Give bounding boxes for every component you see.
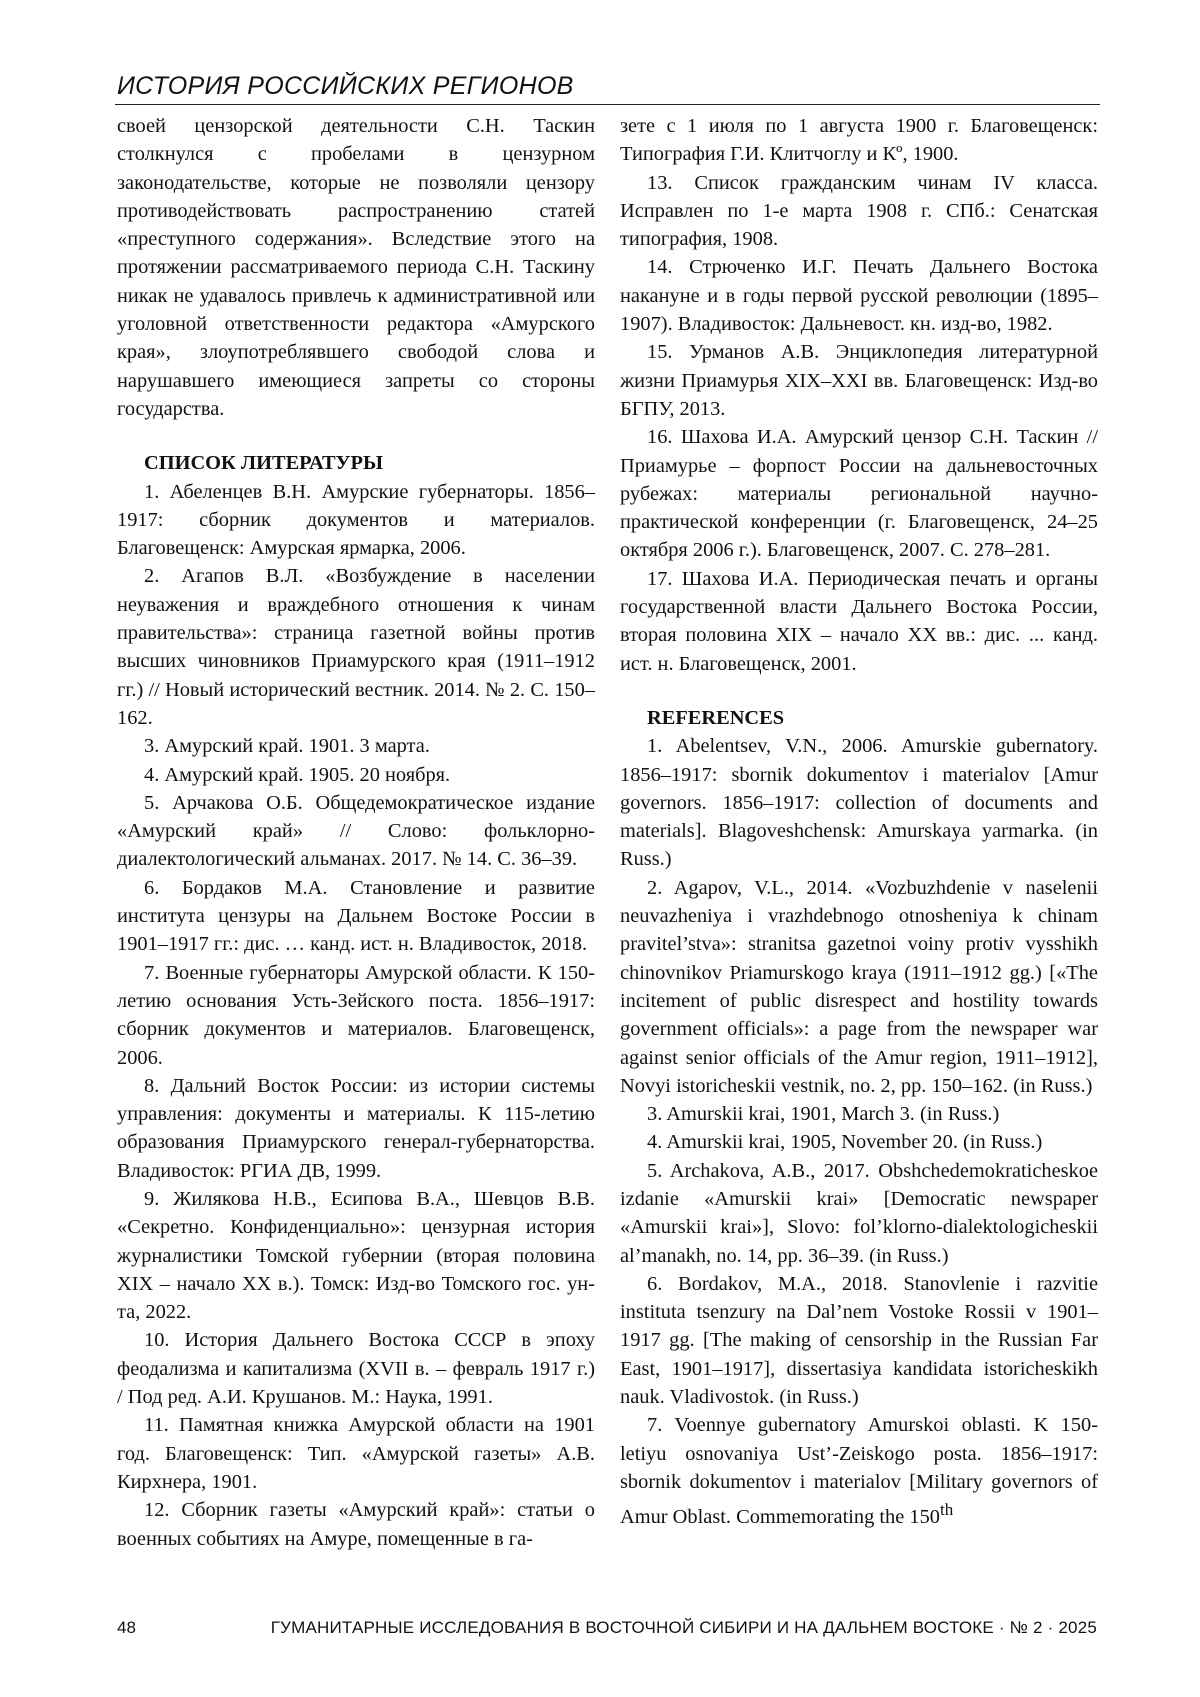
right-column (620, 112, 1098, 1531)
bib-entry-1: 1. Абеленцев В.Н. Амурские губернаторы. 1856–1917: сборник документов и материалов. Благовещенск: Амурская ярмарка, 2006. (117, 480, 595, 560)
ref-entry-2: 2. Agapov, V.L., 2014. «Vozbuzhdenie v naselenii neuvazheniya i vrazhdebnogo otnosheniya k chinam pravitel’stva»: stranitsa gazetnoi voiny protiv vysshikh chinovnikov Priamurskogo kraya (1911–1912 gg.) [«The incitement of public disrespect and hostility towards government officials»: a page from the newspaper war against senior officials of the Amur region, 1911–1912], Novyi istoricheskii vestnik, no. 2, pp. 150–162. (in Russ.) (620, 876, 1098, 1097)
ref-entry-6: 6. Bordakov, M.A., 2018. Stanovlenie i razvitie instituta tsenzury na Dal’nem Vostoke Rossii v 1901–1917 gg. [The making of censorship in the Russian Far East, 1901–1917], dissertasiya kandidata istoricheskikh nauk. Vladivostok. (in Russ.) (620, 1272, 1098, 1409)
bib-entry-10: 10. История Дальнего Востока СССР в эпоху феодализма и капитализма (XVII в. – февраль 1917 г.) / Под ред. А.И. Крушанов. М.: Наука, 1991. (117, 1329, 595, 1409)
running-head: ИСТОРИЯ РОССИЙСКИХ РЕГИОНОВ (117, 72, 574, 100)
bib-entry-6: 6. Бордаков М.А. Становление и развитие института цензуры на Дальнем Востоке России в 1901–1917 гг.: дис. … канд. ист. н. Владивосток, 2018. (117, 876, 595, 956)
bib-entry-2: 2. Агапов В.Л. «Возбуждение в населении неуважения и враждебного отношения к чинам правительства»: страница газетной войны против высших чиновников Приамурского края (1911–1912 гг.) // Новый исторический вестник. 2014. № 2. С. 150–162. (117, 565, 595, 729)
bib-entry-11: 11. Памятная книжка Амурской области на 1901 год. Благовещенск: Тип. «Амурской газеты» А.В. Кирхнера, 1901. (117, 1414, 595, 1493)
bib-entry-4: 4. Амурский край. 1905. 20 ноября. (144, 763, 451, 786)
bib-entry-8: 8. Дальний Восток России: из истории системы управления: документы и материалы. К 115-летию образования Приамурского генерал-губернаторства. Владивосток: РГИА ДВ, 1999. (117, 1074, 595, 1182)
intro-paragraph: своей цензорской деятельности С.Н. Таскин столкнулся с пробелами в цензурном законодательстве, которые не позволяли цензору противодействовать распространению статей «преступного содержания». Вследствие этого на протяжении рассматриваемого периода С.Н. Таскину никак не удавалось привлечь к административной или уголовной ответственности редактора «Амурского края», злоупотреблявшего свободой слова и нарушавшего имеющиеся запреты со стороны государства. (117, 115, 595, 420)
ref-entry-3: 3. Amurskii krai, 1901, March 3. (in Russ.) (647, 1103, 1000, 1126)
bib-entry-17: 17. Шахова И.А. Периодическая печать и органы государственной власти Дальнего Востока России, вторая половина XIX – начало XX вв.: дис. ... канд. ист. н. Благовещенск, 2001. (620, 567, 1098, 675)
left-column (117, 112, 595, 1553)
bib-entry-15: 15. Урманов А.В. Энциклопедия литературной жизни Приамурья XIX–XXI вв. Благовещенск: Изд-во БГПУ, 2013. (620, 341, 1098, 420)
bib-entry-7: 7. Военные губернаторы Амурской области. К 150-летию основания Усть-Зейского поста. 1856–1917: сборник документов и материалов. Благовещенск, 2006. (117, 961, 595, 1069)
bib-entry-13: 13. Список гражданским чинам IV класса. Исправлен по 1-е марта 1908 г. СПб.: Сенатская типография, 1908. (620, 171, 1098, 251)
ref-entry-4: 4. Amurskii krai, 1905, November 20. (in Russ.) (647, 1131, 1043, 1154)
bib-entry-9: 9. Жилякова Н.В., Есипова В.А., Шевцов В.В. «Секретно. Конфиденциально»: цензурная история журналистики Томской губернии (вторая половина XIX – начало XX в.). Томск: Изд-во Томского гос. ун-та, 2022. (117, 1187, 595, 1324)
header-rule (115, 104, 1100, 105)
bib-entry-12-continuation: зете с 1 июля по 1 августа 1900 г. Благовещенск: Типография Г.И. Клитчоглу и Кº, 1900. (620, 115, 1098, 166)
ref-entry-1: 1. Abelentsev, V.N., 2006. Amurskie gubernatory. 1856–1917: sbornik dokumentov i materialov [Amur governors. 1856–1917: collection of documents and materials]. Blagoveshchensk: Amurskaya yarmarka. (in Russ.) (620, 735, 1098, 871)
references-title: REFERENCES (647, 706, 785, 729)
ref-entry-5: 5. Archakova, A.B., 2017. Obshchedemokraticheskoe izdanie «Amurskii krai» [Democratic newspaper «Amurskii krai»], Slovo: fol’klorno-dialektologicheskii al’manakh, no. 14, pp. 36–39. (in Russ.) (620, 1159, 1098, 1267)
bib-entry-5: 5. Арчакова О.Б. Общедемократическое издание «Амурский край» // Слово: фольклорно-диалектологический альманах. 2017. № 14. С. 36–39. (117, 791, 595, 871)
ref-entry-7 (620, 1411, 1098, 1531)
bib-entry-12: 12. Сборник газеты «Амурский край»: статьи о военных событиях на Амуре, помещенные в га- (117, 1499, 595, 1550)
ref-entry-7-superscript: th (939, 1500, 954, 1520)
ref-entry-7-text: 7. Voennye gubernatory Amurskoi oblasti. K 150-letiyu osnovaniya Ust’-Zeiskogo posta. 1856–1917: sbornik dokumentov i materialov [Military governors of Amur Oblast. Commemorating the 150 (620, 1414, 1098, 1529)
bib-entry-14: 14. Стрюченко И.Г. Печать Дальнего Востока накануне и в годы первой русской революции (1895–1907). Владивосток: Дальневост. кн. изд-во, 1982. (620, 256, 1098, 336)
journal-title: ГУМАНИТАРНЫЕ ИССЛЕДОВАНИЯ В ВОСТОЧНОЙ СИБИРИ И НА ДАЛЬНЕМ ВОСТОКЕ · № 2 · 2025 (270, 1618, 1097, 1637)
bib-entry-16: 16. Шахова И.А. Амурский цензор С.Н. Таскин // Приамурье – форпост России на дальневосточных рубежах: материалы региональной научно-практической конференции (г. Благовещенск, 24–25 октября 2006 г.). Благовещенск, 2007. С. 278–281. (620, 426, 1098, 562)
page-number: 48 (117, 1618, 136, 1637)
bib-entry-3: 3. Амурский край. 1901. 3 марта. (144, 735, 430, 758)
bibliography-title: СПИСОК ЛИТЕРАТУРЫ (144, 452, 383, 475)
